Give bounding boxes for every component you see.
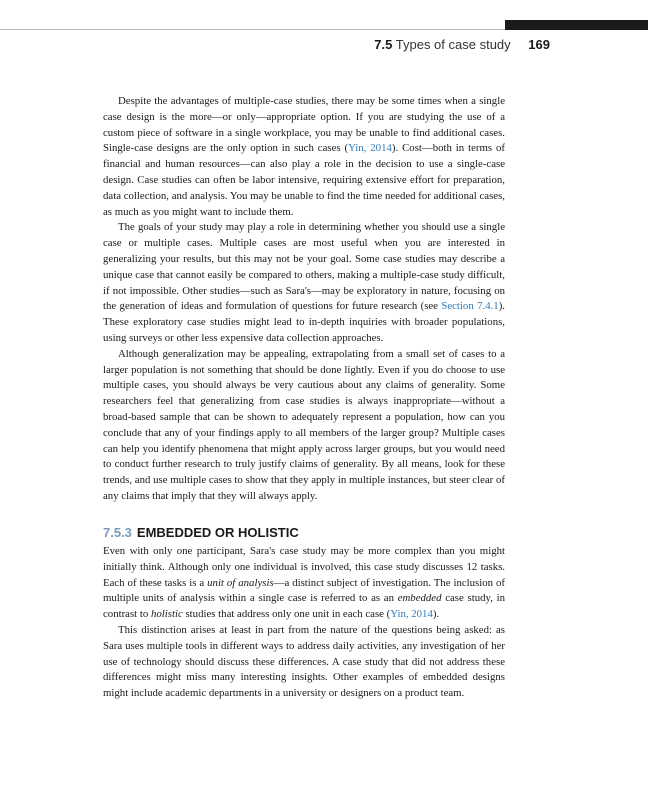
citation-link[interactable]: Yin, 2014: [390, 608, 433, 621]
section-number: 7.5: [374, 37, 393, 52]
citation-link[interactable]: Yin, 2014: [348, 142, 392, 155]
paragraph-text: The goals of your study may play a role in determining whether you should use a single case or multiple cases. Multiple cases are most useful when you are interested in generalizing your results, but this may not be your goal. Some case studies may describe a unique case that cannot easily be compared to others, making a multiple-case study difficult, if not impossible. Other studies—such as Sara's—may be exploratory in nature, focusing on the generation of ideas and formulation of questions for future research (see: [103, 221, 505, 313]
section-link[interactable]: Section 7.4.1: [441, 300, 499, 313]
paragraph: Although generalization may be appealing, extrapolating from a small set of cases to a larger population is not something that should be done lightly. Even if you do choose to use multiple cases, you should always be very cautious about any claims of generality. Some researchers feel that generalizing from case studies is always inappropriate—without a broad-based sample that can be shown to adequately represent a population, how can you conclude that any of your findings apply to all members of the larger group? Multiple cases can help you identify phenomena that might apply across larger groups, but you would need to conduct further research to truly justify claims of generality. By all means, look for these trends, and use multiple cases to show that they apply in multiple instances, but steer clear of any claims that imply that they will always apply.: [103, 347, 505, 502]
body-text-upper: [103, 94, 505, 505]
paragraph-text: —a distinct subject of investigation. The inclusion of multiple units of analysis within a single case is referred to as an: [103, 576, 506, 605]
paragraph-text: Even with only one participant, Sara's case study may be more complex than you might initially think. Although only one individual is involved, this case study discusses 12 tasks. Each of these tasks is a: [103, 545, 505, 589]
subsection-heading: [103, 524, 299, 542]
section-title: Types of case study: [395, 37, 511, 52]
body-text-lower: [103, 544, 505, 702]
paragraph: [103, 94, 505, 220]
emphasis-term: unit of analysis: [207, 576, 274, 589]
subsection-number: 7.5.3: [103, 525, 132, 540]
paragraph: [103, 544, 505, 623]
paragraph-text: case study, in contrast to: [103, 592, 506, 621]
emphasis-term: holistic: [150, 608, 183, 621]
paragraph-text: ).: [432, 608, 440, 621]
header-bar: [505, 20, 648, 30]
paragraph: This distinction arises at least in part from the nature of the questions being asked: as Sara uses multiple tools in different ways to address daily activities, any investigation of her use of technology should discuss these differences. A case study that did not address these differences might miss many interesting insights. Other examples of embedded designs might include academic departments in a university or designers on a product team.: [103, 623, 505, 700]
emphasis-term: embedded: [397, 592, 442, 605]
page-number: 169: [528, 37, 550, 52]
paragraph: [103, 220, 505, 346]
running-head: [300, 36, 550, 54]
paragraph-text: ). These exploratory case studies might lead to in-depth inquiries with broader populations, using surveys or other less expensive data collection approaches.: [103, 300, 505, 344]
paragraph-text: ). Cost—both in terms of financial and human resources—can also play a role in the decision to use a single-case design. Case studies can often be labor intensive, requiring extensive effort for preparation, data collection, and analysis. You may be unable to find the time needed for additional cases, as much as you might want to include them.: [103, 142, 505, 218]
paragraph-text: studies that address only one unit in each case (: [182, 608, 391, 621]
paragraph-text: Despite the advantages of multiple-case studies, there may be some times when a single case design is the more—or only—appropriate option. If you are studying the use of a custom piece of software in a single workplace, you may be unable to find additional cases. Single-case designs are the only option in such cases (: [103, 95, 505, 155]
subsection-title: EMBEDDED OR HOLISTIC: [136, 525, 299, 540]
